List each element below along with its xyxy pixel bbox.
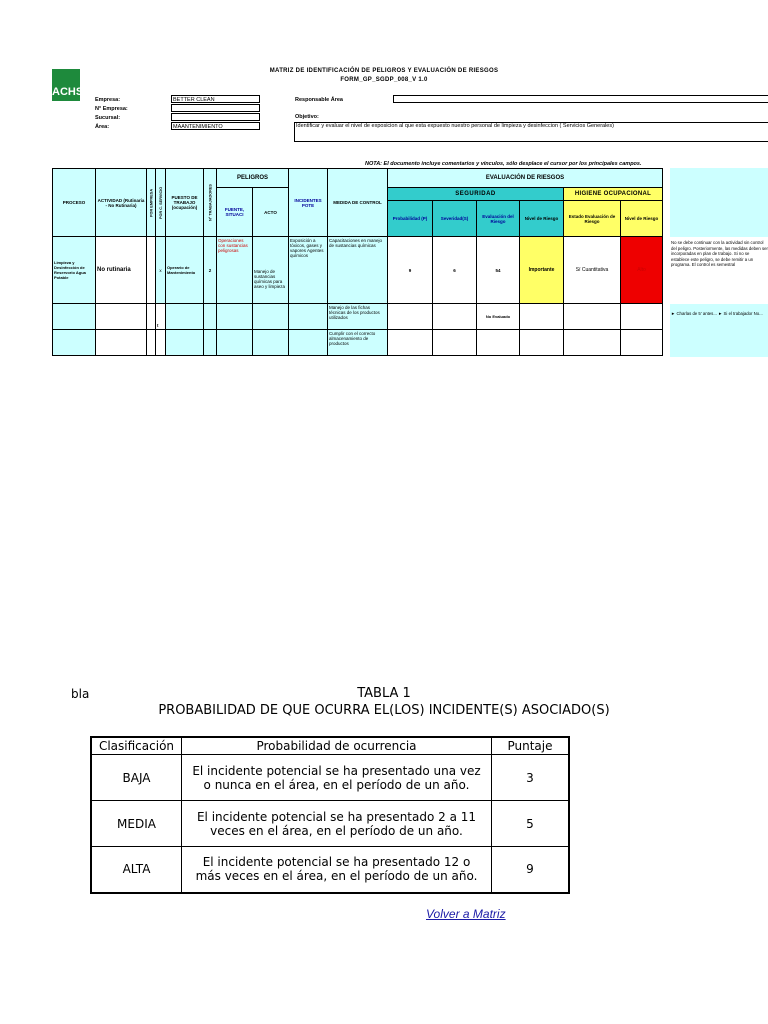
objetivo-field[interactable]: Identificar y evaluar el nivel de exposicion al que esta expuesto nuestro personal de limpieza y desinfeccion ( Servicios Generales) bbox=[294, 122, 768, 142]
header-acto: ACTO bbox=[253, 188, 289, 237]
header-nivel-riesgo: Nivel de Riesgo bbox=[520, 201, 564, 237]
table-row bbox=[91, 801, 569, 847]
table-row bbox=[91, 755, 569, 801]
row-descripcion: El incidente potencial se ha presentado 12 o más veces en el área, en el período de un año. bbox=[182, 847, 492, 893]
form-code: FORM_GP_SGDP_008_V 1.0 bbox=[340, 77, 428, 83]
responsable-field[interactable] bbox=[393, 95, 768, 103]
header-evaluacion: EVALUACIÓN DE RIESGOS bbox=[388, 169, 663, 188]
matrix-title: MATRIZ DE IDENTIFICACIÓN DE PELIGROS Y EVALUACIÓN DE RIESGOS bbox=[269, 68, 499, 74]
cell-acto: Manejo de sustancias químicas para aseo y limpieza bbox=[253, 237, 289, 304]
sucursal-label: Sucursal: bbox=[95, 115, 121, 121]
empresa-field[interactable]: BETTER CLEAN bbox=[171, 95, 260, 103]
header-probabilidad: Probabilidad (P) bbox=[388, 201, 433, 237]
cell-eval-riesgo: 54 bbox=[477, 237, 520, 304]
table-row bbox=[53, 237, 663, 304]
header-puesto: PUESTO DE TRABAJO (ocupación) bbox=[166, 169, 204, 237]
cell-nivel-riesgo-h: Alto bbox=[621, 237, 663, 304]
cell-probabilidad: 9 bbox=[388, 237, 433, 304]
header-por-servicio: POR C. SERVICIO bbox=[156, 169, 166, 237]
table-row bbox=[53, 330, 663, 356]
header-severidad: Severidad(S) bbox=[433, 201, 477, 237]
col-clasificacion: Clasificación bbox=[91, 737, 182, 755]
header-proceso: PROCESO bbox=[53, 169, 96, 237]
n-empresa-field[interactable] bbox=[171, 104, 260, 112]
volver-matriz-link[interactable]: Volver a Matriz bbox=[426, 907, 506, 921]
row-descripcion: El incidente potencial se ha presentado una vez o nunca en el área, en el período de un año. bbox=[182, 755, 492, 801]
header-incidentes: INCIDENTES POTE bbox=[289, 169, 328, 237]
row-clasificacion: MEDIA bbox=[91, 801, 182, 847]
area-label: Área: bbox=[95, 124, 110, 130]
cell-proceso: Limpieza y Desinfección de Reservorio Agua Potable bbox=[53, 237, 96, 304]
cell-por-empresa bbox=[147, 237, 156, 304]
header-peligros: PELIGROS bbox=[217, 169, 289, 188]
cell-severidad: 6 bbox=[433, 237, 477, 304]
cell-estado-eval: Sí Cuantitativa bbox=[564, 237, 621, 304]
table-row bbox=[53, 304, 663, 330]
tabla-title: TABLA 1 bbox=[357, 686, 411, 701]
empresa-label: Empresa: bbox=[95, 97, 121, 103]
cell-fuente: Operaciones con sustancias peligrosas bbox=[217, 237, 253, 304]
cell-incidentes: Exposición a tóxicos, gases y vapores Agentes químicos bbox=[289, 237, 328, 304]
cell-n-trabajadores: 2 bbox=[204, 237, 217, 304]
row-puntaje: 9 bbox=[492, 847, 570, 893]
area-field[interactable]: MAANTENIMIENTO bbox=[171, 122, 260, 130]
responsable-label: Responsable Área bbox=[295, 97, 343, 103]
header-nivel-riesgo-h: Nivel de Riesgo bbox=[621, 201, 663, 237]
header-por-empresa: POR EMPRESA bbox=[147, 169, 156, 237]
side-header-fill bbox=[670, 168, 768, 237]
cell-por-servicio: x bbox=[156, 237, 166, 304]
col-probabilidad: Probabilidad de ocurrencia bbox=[182, 737, 492, 755]
cell-nivel-riesgo: Importante bbox=[520, 237, 564, 304]
objetivo-label: Objetivo: bbox=[295, 114, 319, 120]
header-fuente: FUENTE, SITUACI bbox=[217, 188, 253, 237]
side-note-2: ► Charlas de 5' antes... ► Si el trabajador No... bbox=[671, 311, 763, 316]
risk-matrix-table bbox=[52, 168, 663, 356]
row-puntaje: 5 bbox=[492, 801, 570, 847]
header-actividad: ACTIVIDAD (Rutinaria - No Rutinaria) bbox=[96, 169, 147, 237]
cell-eval-riesgo-2: No Evaluado bbox=[477, 304, 520, 330]
row-descripcion: El incidente potencial se ha presentado 2 a 11 veces en el área, en el período de un año. bbox=[182, 801, 492, 847]
nota-text: NOTA: El documento incluye comentarios y vínculos, sólo desplace el cursor por los principales campos. bbox=[365, 161, 642, 167]
cell-medida: Capacitaciones en manejo de sustancias químicas bbox=[328, 237, 388, 304]
header-seguridad: SEGURIDAD bbox=[388, 188, 564, 201]
row-clasificacion: ALTA bbox=[91, 847, 182, 893]
header-higiene: HIGIENE OCUPACIONAL bbox=[564, 188, 663, 201]
col-puntaje: Puntaje bbox=[492, 737, 570, 755]
tabla-prefix: bla bbox=[71, 687, 90, 701]
header-medida: MEDIDA DE CONTROL bbox=[328, 169, 388, 237]
sucursal-field[interactable] bbox=[171, 113, 260, 121]
cell-medida-3: Cumplir con el correcto almacenamiento de productos bbox=[328, 330, 388, 356]
row-puntaje: 3 bbox=[492, 755, 570, 801]
n-empresa-label: N° Empresa: bbox=[95, 106, 128, 112]
cell-puesto: Operario de Mantenimiento bbox=[166, 237, 204, 304]
cell-marker: t bbox=[156, 304, 166, 330]
cell-actividad: No rutinaria bbox=[96, 237, 147, 304]
header-estado-eval: Estado Evaluación de Riesgo bbox=[564, 201, 621, 237]
table-row bbox=[91, 847, 569, 893]
logo-text: ACHS bbox=[52, 86, 84, 98]
side-note-1: No se debe continuar con la actividad sin control del peligro. Posteriormente, las medidas deben ser incorporadas en plan de trabajo. Si no se establece este peligro, se debe remitir a un programa. El control es semestral bbox=[671, 240, 768, 267]
tabla-subtitle: PROBABILIDAD DE QUE OCURRA EL(LOS) INCIDENTE(S) ASOCIADO(S) bbox=[158, 703, 610, 718]
probability-table bbox=[90, 736, 570, 894]
row-clasificacion: BAJA bbox=[91, 755, 182, 801]
cell-medida-2: Manejo de las fichas técnicas de los productos utilizados bbox=[328, 304, 388, 330]
header-eval-riesgo: Evaluación del Riesgo bbox=[477, 201, 520, 237]
header-n-trabajadores: N° TRABAJADORES bbox=[204, 169, 217, 237]
